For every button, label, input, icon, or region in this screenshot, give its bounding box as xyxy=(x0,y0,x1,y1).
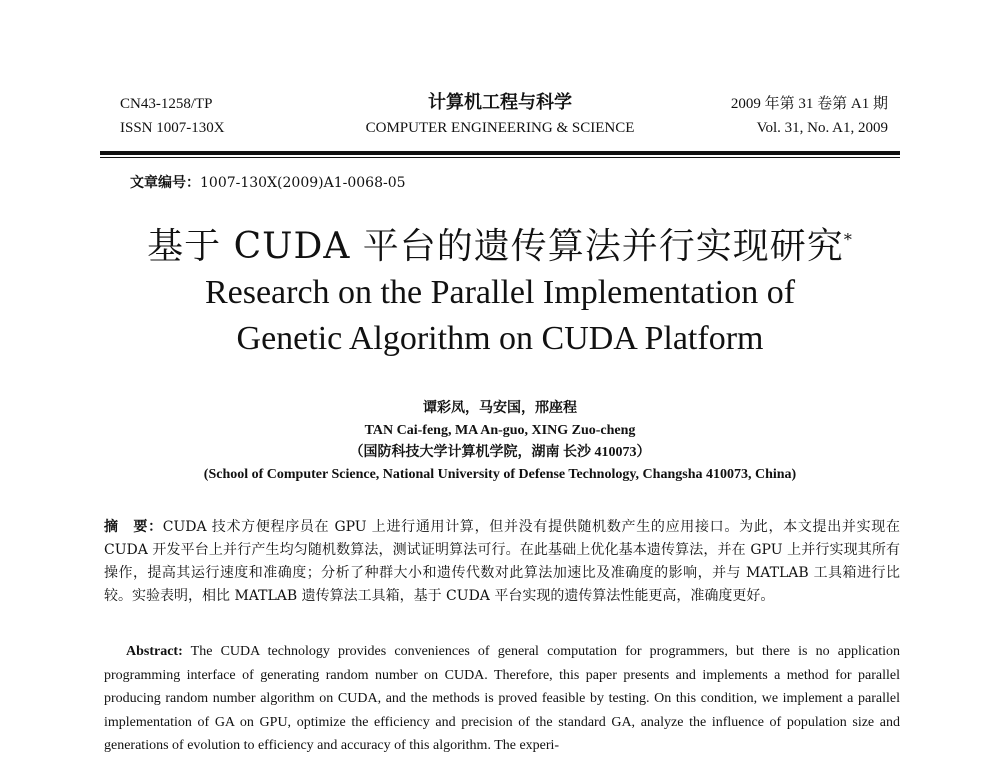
abstract-en xyxy=(104,640,900,758)
issue-cn: 2009 年第 31 卷第 A1 期 xyxy=(730,96,888,112)
article-number-value: 1007-130X(2009)A1-0068-05 xyxy=(200,175,406,191)
title-en-line1: Research on the Parallel Implementation of xyxy=(204,274,796,311)
journal-name-cn: 计算机工程与科学 xyxy=(428,92,572,113)
header-rule-thick xyxy=(100,151,900,155)
title-cn-text: 基于 CUDA 平台的遗传算法并行实现研究 xyxy=(147,226,844,267)
journal-codes xyxy=(120,92,225,140)
abstract-en-text: The CUDA technology provides conveniences of general computation for programmers, but there is no application programming interface of generating random number on CUDA. Therefore, this paper presents and implements a method for parallel producing random number algorithm on CUDA, and the methods is proved feasible by testing. On this condition, we implement a parallel implementation of GA on GPU, optimize the efficiency and precision of the standard GA, analyze the influence of population size and generations of evolution to efficiency and accuracy of this algorithm. The experi- xyxy=(104,644,900,753)
affiliation-cn: （国防科技大学计算机学院，湖南 长沙 410073） xyxy=(349,445,651,460)
author-block xyxy=(0,398,1000,486)
article-number xyxy=(130,172,406,192)
abstract-cn-label: 摘 要： xyxy=(104,519,163,535)
title-en xyxy=(0,270,1000,362)
cn-code: CN43-1258/TP xyxy=(120,96,213,112)
abstract-cn xyxy=(104,516,900,608)
header-rule-thin xyxy=(100,157,900,158)
title-footnote-mark: * xyxy=(843,230,853,249)
article-number-label: 文章编号： xyxy=(130,175,200,191)
authors-en: TAN Cai-feng, MA An-guo, XING Zuo-cheng xyxy=(364,423,636,438)
abstract-en-label: Abstract: xyxy=(126,644,183,659)
title-cn xyxy=(0,218,1000,269)
journal-name xyxy=(300,90,700,140)
authors-cn: 谭彩凤，马安国，邢座程 xyxy=(423,401,577,416)
title-en-line2: Genetic Algorithm on CUDA Platform xyxy=(236,320,764,357)
issue-en: Vol. 31, No. A1, 2009 xyxy=(756,120,888,136)
issue-info xyxy=(731,92,888,140)
abstract-cn-text: CUDA 技术方便程序员在 GPU 上进行通用计算，但并没有提供随机数产生的应用接口。为此，本文提出并实现在 CUDA 开发平台上并行产生均匀随机数算法，测试证明算法可行。在此基础上优化基本遗传算法，并在 GPU 上并行实现其所有操作，提高其运行速度和准确度；分析了种群大小和遗传代数对此算法加速比及准确度的影响，并与 MATLAB 工具箱进行比较。实验表明，相比 MATLAB 遗传算法工具箱，基于 CUDA 平台实现的遗传算法性能更高，准确度更好。 xyxy=(104,519,901,604)
affiliation-en: (School of Computer Science, National University of Defense Technology, Changsha 410073, China) xyxy=(203,467,797,482)
journal-name-en: COMPUTER ENGINEERING & SCIENCE xyxy=(365,120,635,136)
issn: ISSN 1007-130X xyxy=(120,120,225,136)
